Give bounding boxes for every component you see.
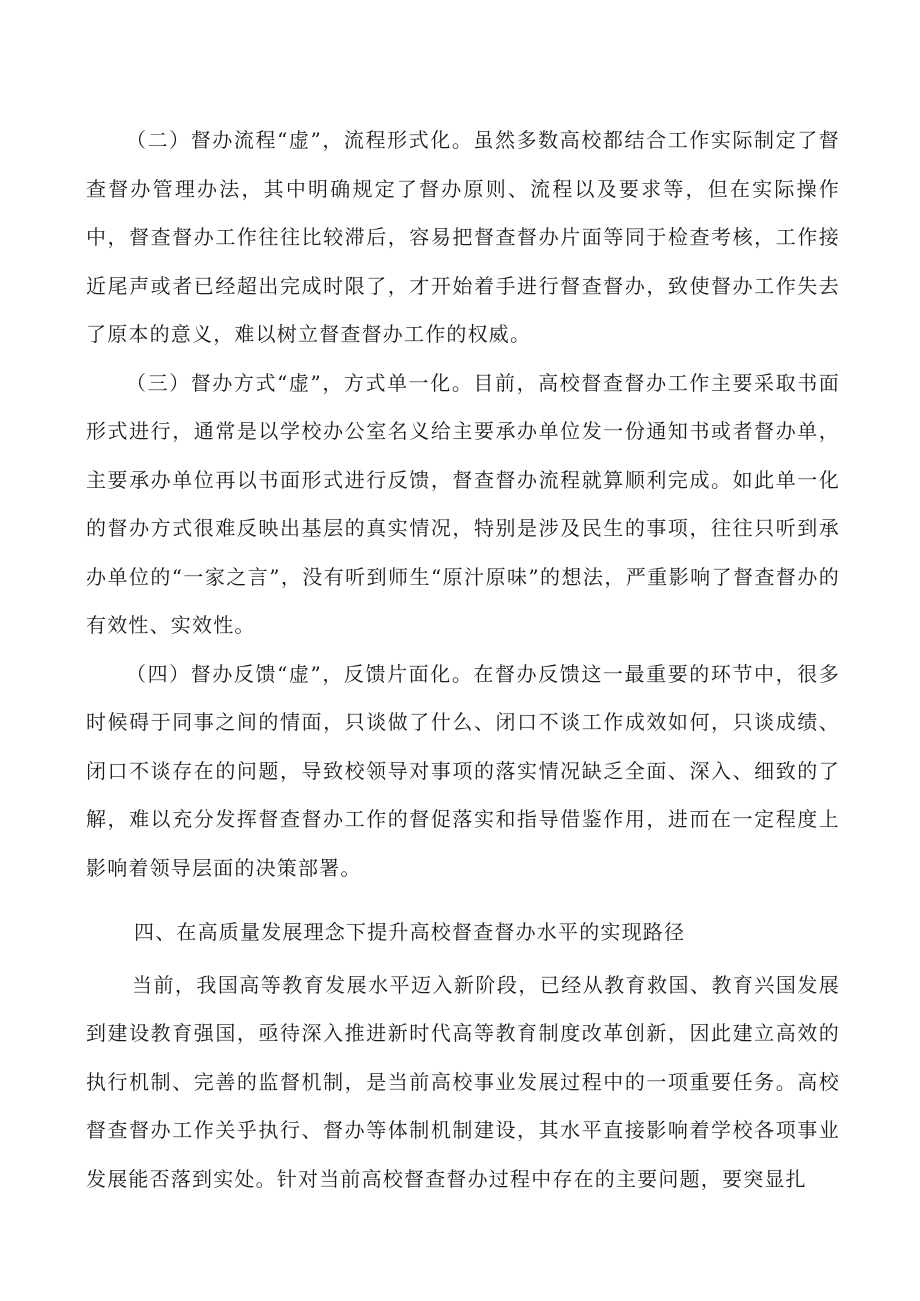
section-heading: 四、在高质量发展理念下提升高校督查督办水平的实现路径	[134, 920, 686, 944]
paragraph-feedback-issue: （四）督办反馈“虚”，反馈片面化。在督办反馈这一最重要的环节中，很多时候碍于同事之间的情面，只谈做了什么、闭口不谈工作成效如何，只谈成绩、闭口不谈存在的问题，导致校领导对事项的落实情况缺乏全面、深入、细致的了解，难以充分发挥督查督办工作的督促落实和指导借鉴作用，进而在一定程度上影响着领导层面的决策部署。	[86, 661, 840, 880]
paragraph-process-issue: （二）督办流程“虚”，流程形式化。虽然多数高校都结合工作实际制定了督查督办管理办法，其中明确规定了督办原则、流程以及要求等，但在实际操作中，督查督办工作往往比较滞后，容易把督查督办片面等同于检查考核，工作接近尾声或者已经超出完成时限了，才开始着手进行督查督办，致使督办工作失去了原本的意义，难以树立督查督办工作的权威。	[86, 128, 840, 346]
paragraph-current-situation: 当前，我国高等教育发展水平迈入新阶段，已经从教育救国、教育兴国发展到建设教育强国，亟待深入推进新时代高等教育制度改革创新，因此建立高效的执行机制、完善的监督机制，是当前高校事业发展过程中的一项重要任务。高校督查督办工作关乎执行、督办等体制机制建设，其水平直接影响着学校各项事业发展能否落到实处。针对当前高校督查督办过程中存在的主要问题，要突显扎	[86, 972, 840, 1191]
document-page	[86, 116, 840, 1203]
paragraph-method-issue: （三）督办方式“虚”，方式单一化。目前，高校督查督办工作主要采取书面形式进行，通常是以学校办公室名义给主要承办单位发一份通知书或者督办单，主要承办单位再以书面形式进行反馈，督查督办流程就算顺利完成。如此单一化的督办方式很难反映出基层的真实情况，特别是涉及民生的事项，往往只听到承办单位的“一家之言”，没有听到师生“原汁原味”的想法，严重影响了督查督办的有效性、实效性。	[86, 370, 840, 637]
